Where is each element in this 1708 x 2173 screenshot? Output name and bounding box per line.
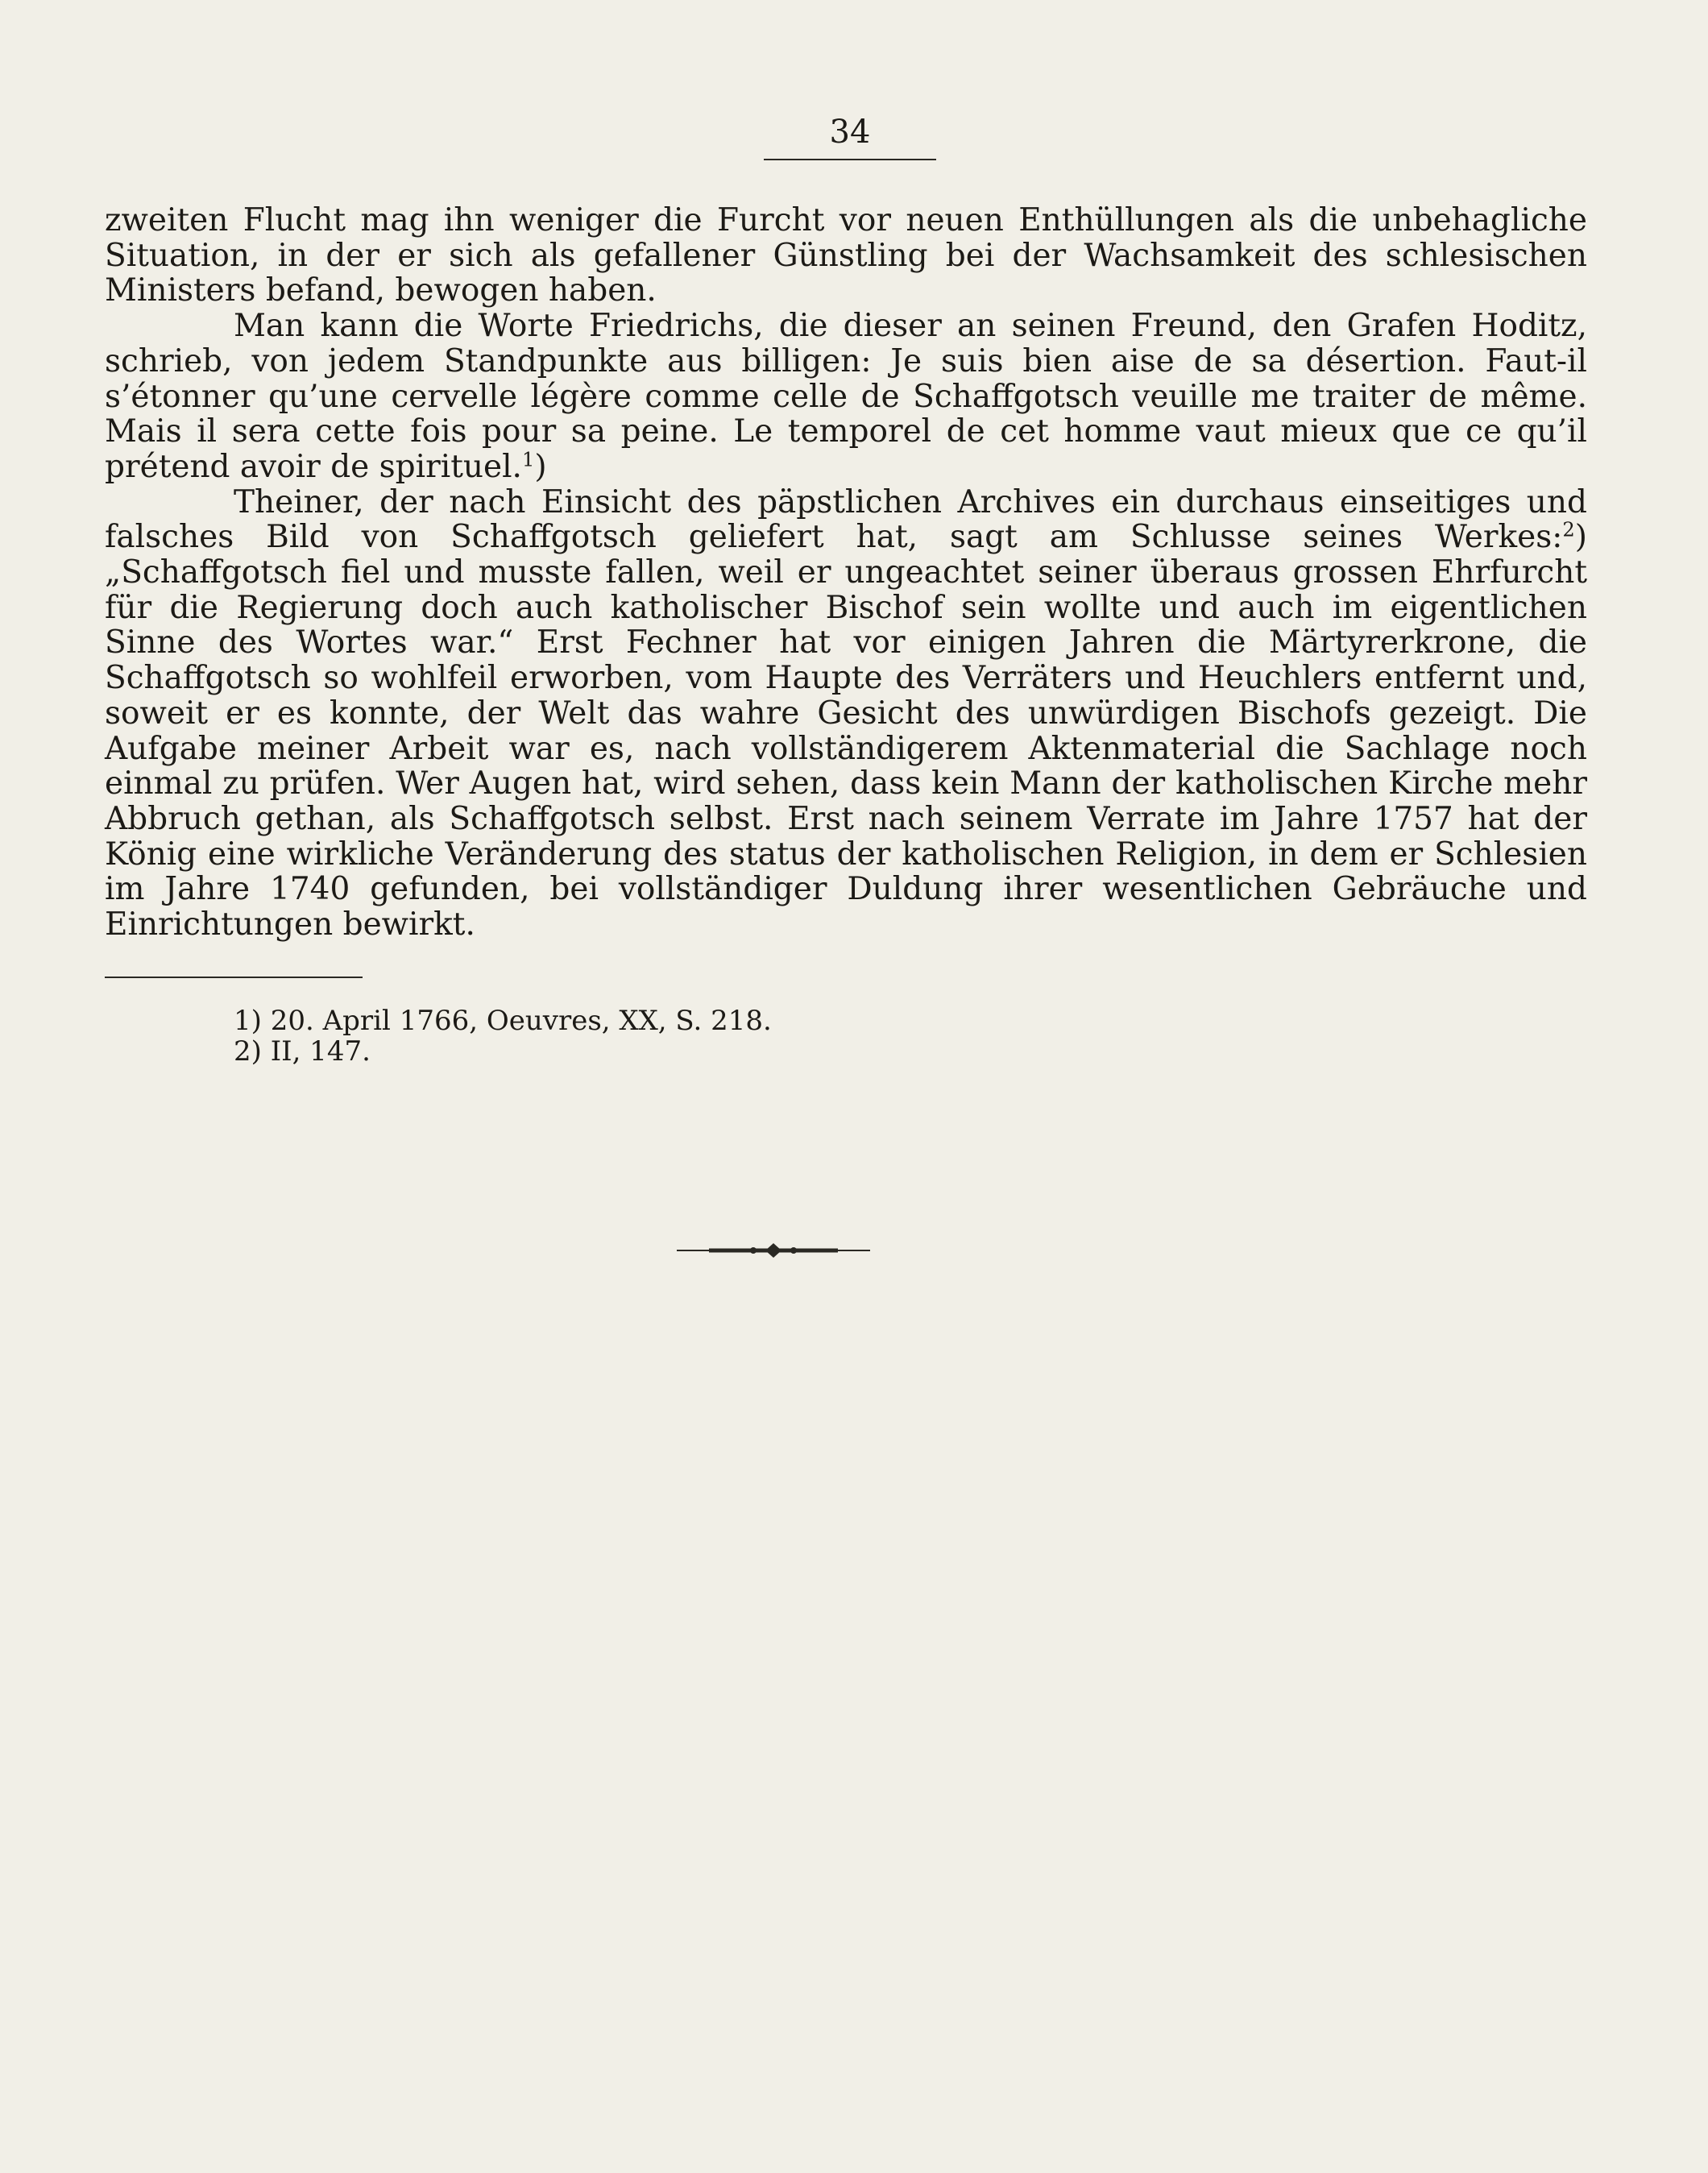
paragraph-text: Man kann die Worte Friedrichs, die dieser an seinen Freund, den Grafen Hoditz, schrieb, von jedem Standpunkte aus billigen: Je suis bien aise de sa désertion. Faut-il s’étonner qu’une cervelle légère comme celle de Schaffgotsch veuille me traiter de même. Mais il sera cette fois pour sa peine. Le temporel de cet homme vaut mieux que ce qu’il prétend avoir de spirituel. <box>105 308 1587 485</box>
footnote-marker: 1 <box>521 448 535 471</box>
footnote-2: 2) II, 147. <box>234 1035 371 1068</box>
paragraph-3 <box>105 485 1587 943</box>
paragraph-text: ) „Schaffgotsch fiel und musste fallen, weil er ungeachtet seiner überaus grossen Ehrfurcht für die Regierung doch auch katholischer Bischof sein wollte und auch im eigentlichen Sinne des Wortes war.“ Erst Fechner hat vor einigen Jahren die Märtyrerkrone, die Schaffgotsch so wohlfeil erworben, vom Haupte des Verräters und Heuchlers entfernt und, soweit er es konnte, der Welt das wahre Gesicht des unwürdigen Bischofs gezeigt. Die Aufgabe meiner Arbeit war es, nach vollständigerem Aktenmaterial die Sachlage noch einmal zu prüfen. Wer Augen hat, wird sehen, dass kein Mann der katholischen Kirche mehr Abbruch gethan, als Schaffgotsch selbst. Erst nach seinem Verrate im Jahre 1757 hat der König eine wirkliche Veränderung des status der katholischen Religion, in dem er Schlesien im Jahre 1740 gefunden, bei vollständiger Duldung ihrer wesentlichen Gebräuche und Einrichtungen bewirkt. <box>105 519 1587 943</box>
footnote-marker-paren: ) <box>534 448 547 485</box>
paragraph-text: zweiten Flucht mag ihn weniger die Furcht vor neuen Enthüllungen als die unbehagliche Situation, in der er sich als gefallener Günstling bei der Wachsamkeit des schlesischen Ministers befand, bewogen haben. <box>105 202 1587 309</box>
footnote-separator <box>105 977 363 978</box>
page-number-rule <box>764 159 936 160</box>
footnote-1: 1) 20. April 1766, Oeuvres, XX, S. 218. <box>234 1005 772 1037</box>
paragraph-text: Theiner, der nach Einsicht des päpstlichen Archives ein durchaus einseitiges und falsches Bild von Schaffgotsch geliefert hat, sagt am Schlusse seines Werkes: <box>105 483 1587 556</box>
body-text <box>105 203 1587 943</box>
paragraph-1 <box>105 203 1587 309</box>
footnote-marker: 2 <box>1562 519 1575 542</box>
footnotes <box>234 1006 1200 1067</box>
paragraph-2 <box>105 309 1587 485</box>
page-number: 34 <box>829 114 871 151</box>
end-ornament-icon <box>677 1241 870 1260</box>
